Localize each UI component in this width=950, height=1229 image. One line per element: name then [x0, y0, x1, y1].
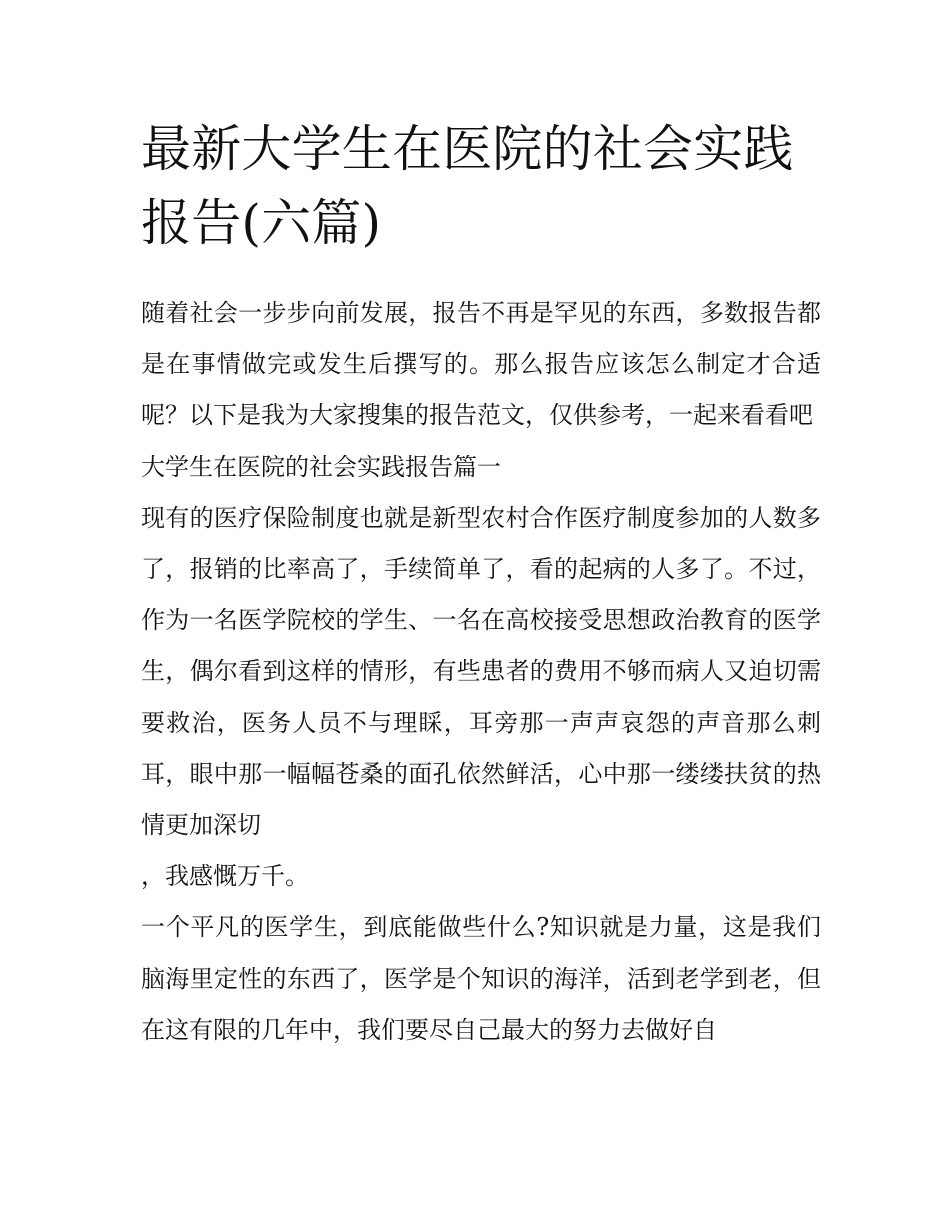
document-content — [141, 112, 821, 1056]
body-paragraph: 现有的医疗保险制度也就是新型农村合作医疗制度参加的人数多了，报销的比率高了，手续简单了，看的起病的人多了。不过，作为一名医学院校的学生、一名在高校接受思想政治教育的医学生，偶尔看到这样的情形，有些患者的费用不够而病人又迫切需要救治，医务人员不与理睬，耳旁那一声声哀怨的声音那么刺耳，眼中那一幅幅苍桑的面孔依然鲜活，心中那一缕缕扶贫的热情更加深切 — [141, 503, 821, 840]
body-paragraph: 一个平凡的医学生，到底能做些什么?知识就是力量，这是我们脑海里定性的东西了，医学是个知识的海洋，活到老学到老，但在这有限的几年中，我们要尽自己最大的努力去做好自 — [141, 913, 821, 1044]
document-body — [141, 288, 821, 1056]
body-paragraph: ，我感慨万千。 — [141, 862, 309, 891]
intro-paragraph: 随着社会一步步向前发展，报告不再是罕见的东西，多数报告都是在事情做完或发生后撰写的。那么报告应该怎么制定才合适呢？以下是我为大家搜集的报告范文，仅供参考，一起来看看吧 — [141, 299, 821, 430]
section-heading: 大学生在医院的社会实践报告篇一 — [141, 452, 501, 481]
document-title: 最新大学生在医院的社会实践报告(六篇) — [141, 120, 794, 252]
